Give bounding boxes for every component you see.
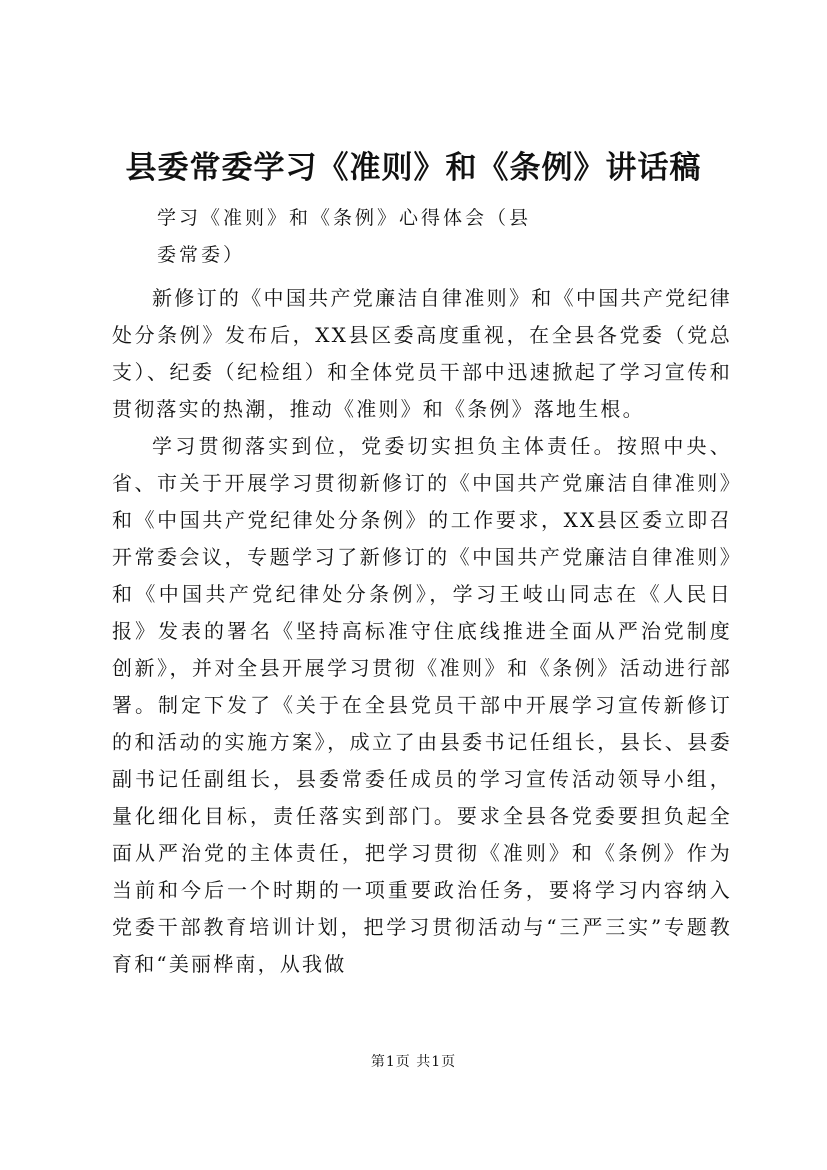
paragraph-1: 新修订的《中国共产党廉洁自律准则》和《中国共产党纪律处分条例》发布后，XX县区委高度重视，在全县各党委（党总支）、纪委（纪检组）和全体党员干部中迅速掀起了学习宣传和贯彻落实的热潮，推动《准则》和《条例》落地生根。 — [112, 286, 732, 421]
subtitle-line-2: 委常委） — [157, 244, 246, 266]
document-title: 县委常委学习《准则》和《条例》讲话稿 — [125, 150, 702, 186]
paragraph-2: 学习贯彻落实到位，党委切实担负主体责任。按照中央、省、市关于开展学习贯彻新修订的《中国共产党廉洁自律准则》和《中国共产党纪律处分条例》的工作要求，XX县区委立即召开常委会议，专题学习了新修订的《中国共产党廉洁自律准则》和《中国共产党纪律处分条例》，学习王岐山同志在《人民日报》发表的署名《坚持高标准守住底线推进全面从严治党制度创新》，并对全县开展学习贯彻《准则》和《条例》活动进行部署。制定下发了《关于在全县党员干部中开展学习宣传新修订的和活动的实施方案》，成立了由县委书记任组长，县长、县委副书记任副组长，县委常委任成员的学习宣传活动领导小组，量化细化目标，责任落实到部门。要求全县各党委要担负起全面从严治党的主体责任，把学习贯彻《准则》和《条例》作为当前和今后一个时期的一项重要政治任务，要将学习内容纳入党委干部教育培训计划，把学习贯彻活动与“三严三实”专题教育和“美丽桦南，从我做 — [112, 434, 732, 976]
subtitle-line-1: 学习《准则》和《条例》心得体会（县 — [157, 207, 532, 229]
document-subtitle — [157, 200, 717, 274]
page-footer: 第1页 共1页 — [370, 1054, 457, 1070]
document-body — [112, 280, 732, 983]
